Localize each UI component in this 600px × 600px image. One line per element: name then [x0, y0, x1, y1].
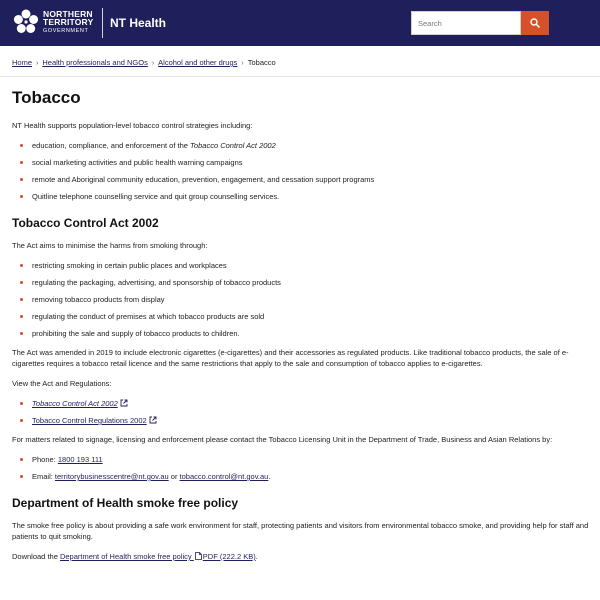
breadcrumb-home[interactable]: Home [12, 58, 33, 67]
logo-line-3: GOVERNMENT [43, 28, 89, 34]
list-item: prohibiting the sale and supply of tobacco products to children. [12, 328, 596, 339]
tobacco-control-regulations-link[interactable]: Tobacco Control Regulations 2002 [32, 416, 147, 425]
section-heading-act: Tobacco Control Act 2002 [12, 216, 159, 230]
list-item: removing tobacco products from display [12, 294, 596, 305]
policy-body: The smoke free policy is about providing a safe work environment for staff, protecting patients and visitors from environmental tobacco smoke, and providing help for staff and patients to quit smoking. [12, 521, 589, 541]
list-item-text: education, compliance, and enforcement of the [32, 141, 191, 150]
act-link-text: Tobacco Control Act 2002 [32, 399, 118, 408]
chevron-right-icon: › [151, 60, 155, 67]
email-or-text: or [168, 472, 180, 481]
page-title: Tobacco [12, 88, 81, 107]
pdf-icon [195, 552, 202, 560]
act-links-list [12, 398, 596, 426]
act-name-emphasis: Tobacco Control Act 2002 [190, 141, 276, 150]
list-item [12, 398, 596, 409]
list-item: restricting smoking in certain public places and workplaces [12, 260, 596, 271]
breadcrumb-current: Tobacco [247, 58, 276, 67]
external-link-icon [120, 399, 128, 407]
strategies-list [12, 140, 596, 202]
search-input[interactable] [411, 11, 521, 35]
list-item: social marketing activities and public health warning campaigns [12, 157, 596, 168]
search-icon [530, 18, 540, 28]
chevron-right-icon: › [241, 60, 244, 67]
logo-line-1: NORTHERN [43, 9, 93, 19]
email-label: Email: [32, 472, 55, 481]
email-link-tobacco-control[interactable]: tobacco.control@nt.gov.au [179, 472, 269, 481]
intro-text: NT Health supports population-level tobacco control strategies including: [12, 121, 253, 130]
email-end-text: . [268, 472, 271, 481]
download-link-text: Department of Health smoke free policy [59, 552, 192, 561]
contact-list [12, 454, 596, 482]
site-header [0, 0, 600, 46]
list-item [12, 415, 596, 426]
list-item [12, 140, 596, 151]
act-intro: The Act aims to minimise the harms from smoking through: [12, 241, 208, 250]
amendment-text: The Act was amended in 2019 to include electronic cigarettes (e-cigarettes) and their accessories as regulated products. Like traditional tobacco products, the sale of e-cigarettes requires a tobacco retail licence and the same restrictions that apply to the sale and consumption of tobacco applies to e-cigarettes. [12, 348, 569, 368]
smoke-free-policy-download-link[interactable] [60, 552, 256, 561]
breadcrumb-alcohol-drugs[interactable]: Alcohol and other drugs [158, 58, 238, 67]
list-item [12, 454, 596, 465]
header-divider [102, 8, 103, 38]
nt-government-logo[interactable] [12, 8, 40, 36]
tobacco-control-act-link[interactable] [32, 399, 118, 408]
download-line [12, 551, 596, 562]
breadcrumb-divider [0, 76, 600, 77]
view-act-label: View the Act and Regulations: [12, 379, 112, 388]
act-aims-list [12, 260, 596, 339]
logo-wordmark [43, 10, 93, 35]
section-heading-policy: Department of Health smoke free policy [12, 496, 239, 510]
logo-line-2: TERRITORY [43, 17, 94, 27]
list-item [12, 471, 596, 482]
download-prefix: Download the [12, 552, 60, 561]
list-item: Quitline telephone counselling service and quit group counselling services. [12, 191, 596, 202]
list-item: regulating the packaging, advertising, and sponsorship of tobacco products [12, 277, 596, 288]
breadcrumb [12, 58, 276, 67]
phone-label: Phone: [32, 455, 58, 464]
contact-intro: For matters related to signage, licensing and enforcement please contact the Tobacco Licensing Unit in the Department of Trade, Business and Asian Relations by: [12, 435, 553, 444]
search-button[interactable] [521, 11, 549, 35]
email-link-business-centre[interactable]: territorybusinesscentre@nt.gov.au [54, 472, 169, 481]
download-file-meta: PDF (222.2 KB) [202, 552, 256, 561]
phone-link[interactable]: 1800 193 111 [57, 455, 103, 464]
breadcrumb-health-professionals[interactable]: Health professionals and NGOs [42, 58, 148, 67]
chevron-right-icon: › [36, 60, 39, 67]
main-content [12, 88, 596, 571]
list-item: remote and Aboriginal community education, prevention, engagement, and cessation support programs [12, 174, 596, 185]
external-link-icon [149, 416, 157, 424]
site-brand[interactable]: NT Health [110, 16, 167, 30]
download-end: . [255, 552, 258, 561]
list-item: regulating the conduct of premises at which tobacco products are sold [12, 311, 596, 322]
